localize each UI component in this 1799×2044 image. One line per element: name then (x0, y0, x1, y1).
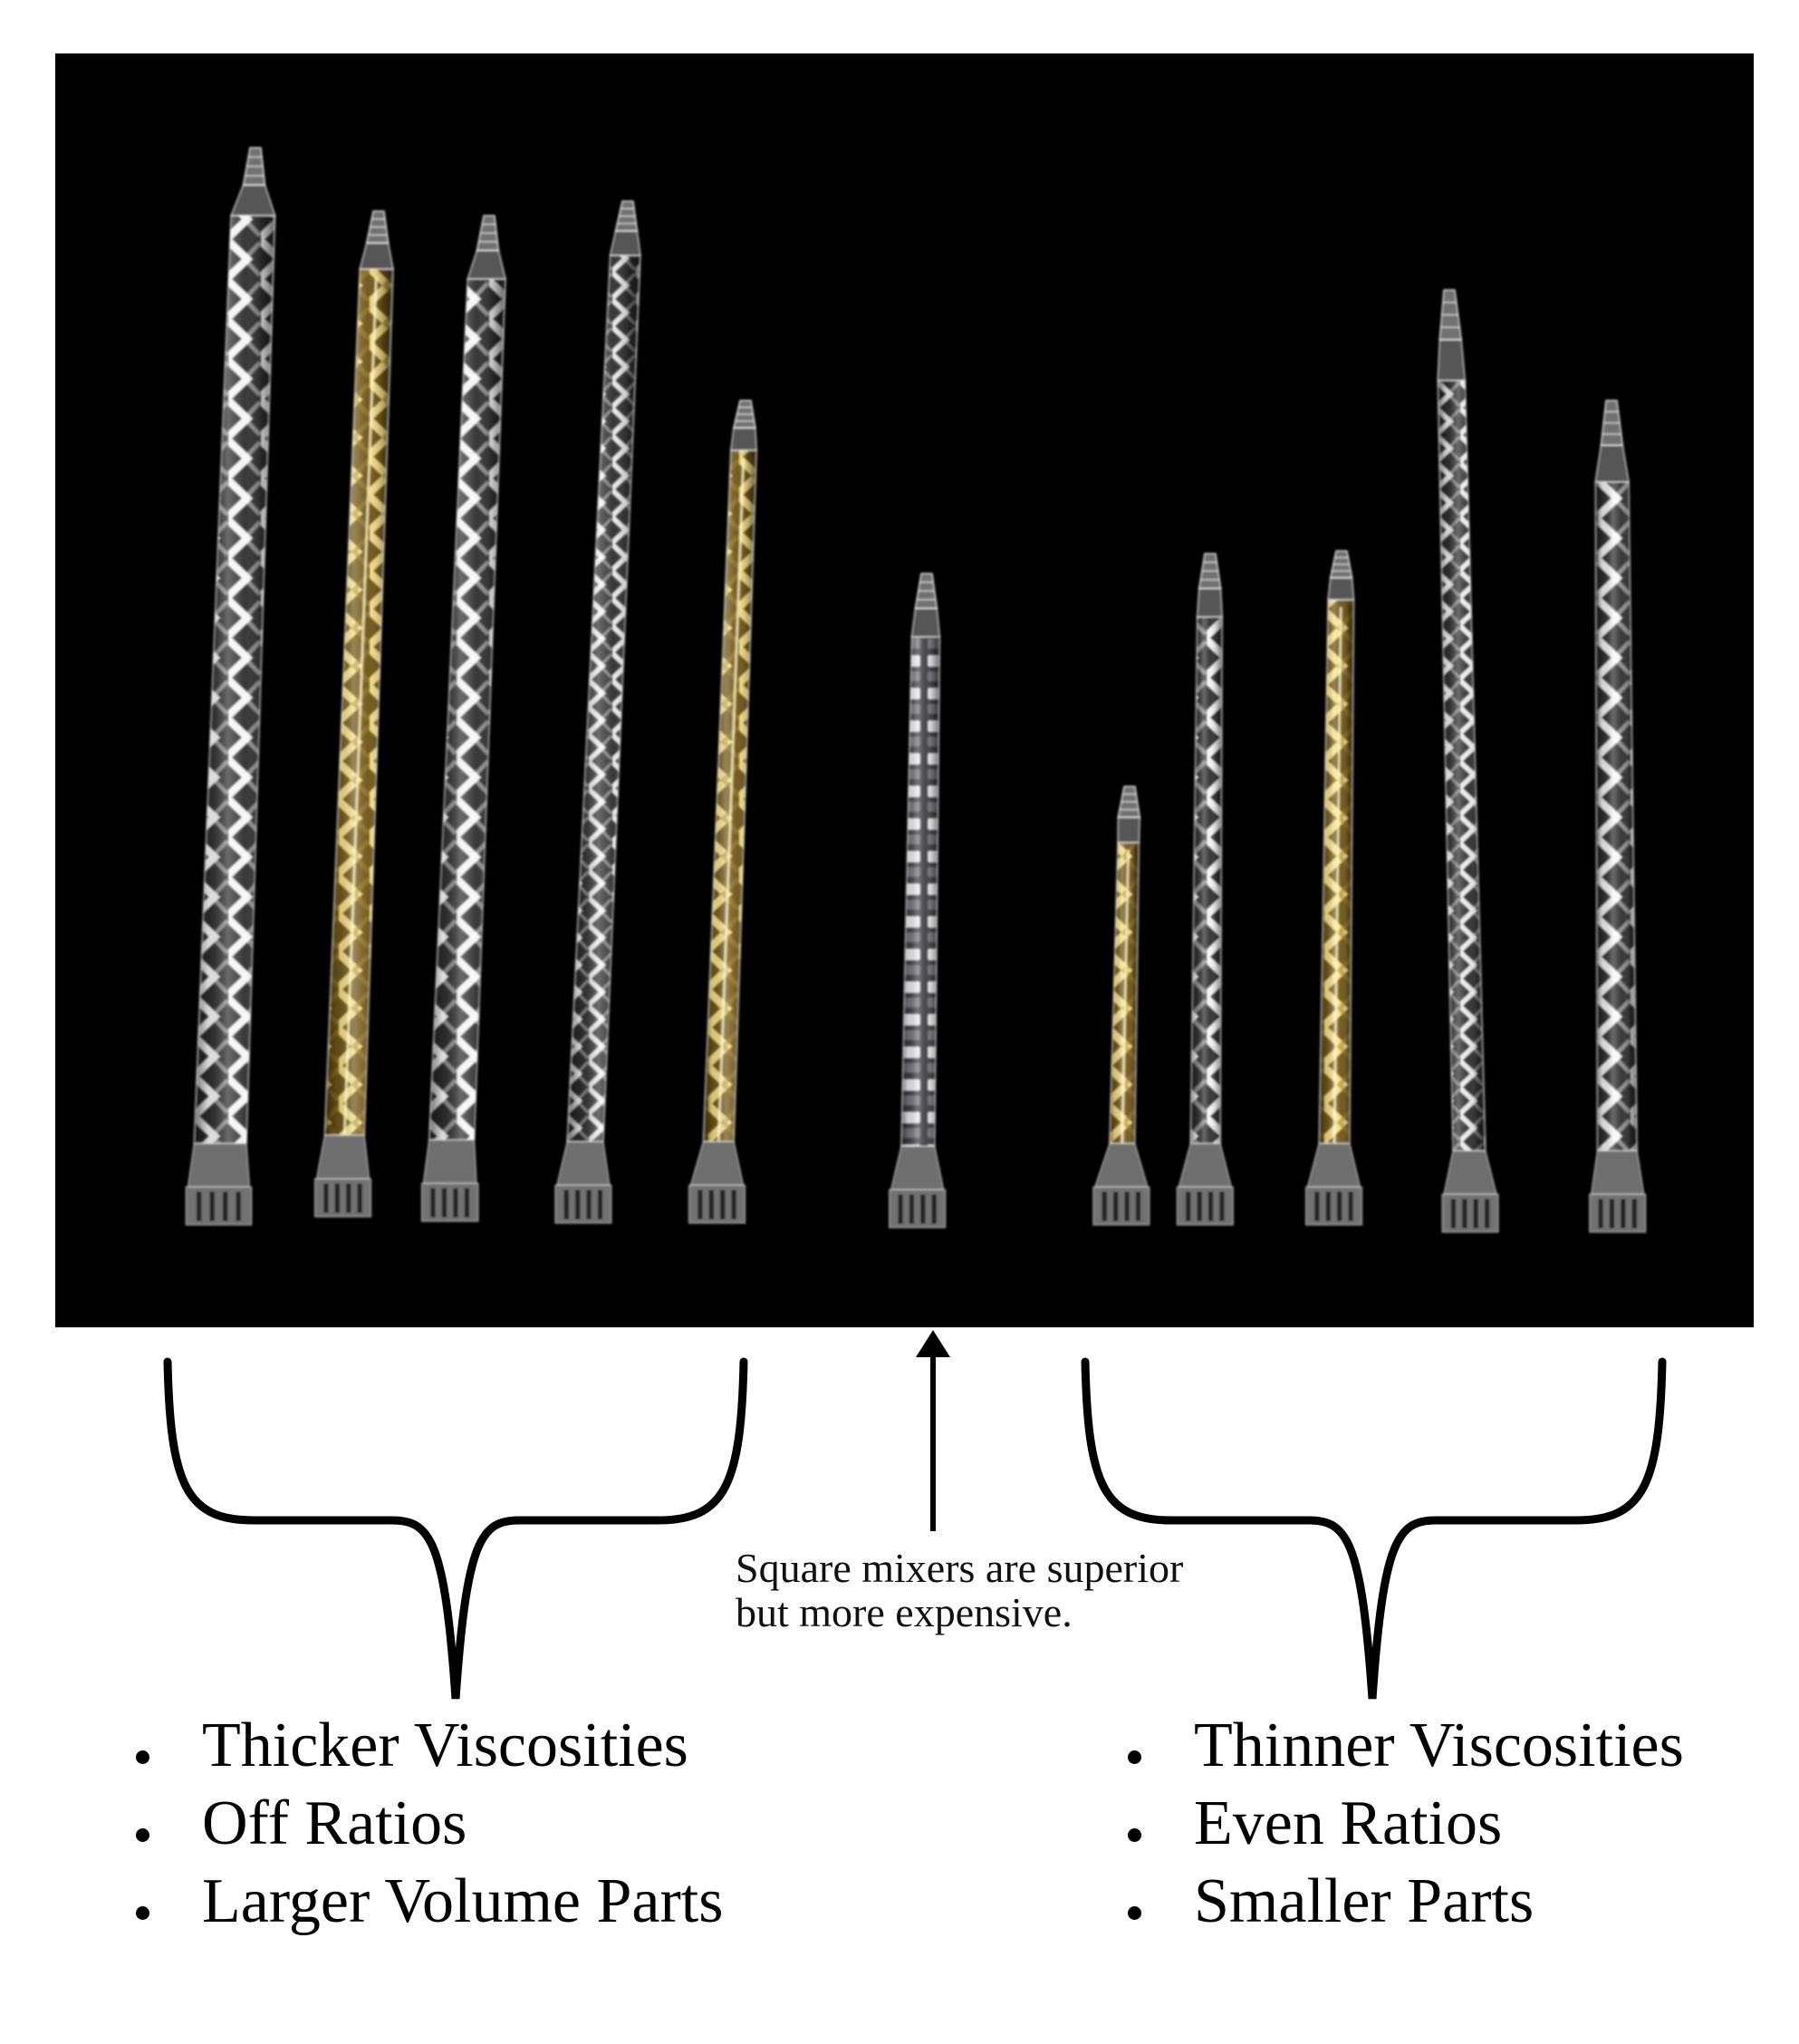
bullet-dot-icon (136, 1750, 149, 1764)
annotation-layer (168, 1330, 1662, 1699)
bullet-item-label: Thicker Viscosities (202, 1711, 688, 1780)
bullet-item-label: Even Ratios (1194, 1788, 1503, 1858)
brace-right (1085, 1362, 1662, 1699)
bullet-item (1128, 1863, 1684, 1941)
bullet-list-left (136, 1707, 723, 1941)
bullet-item (136, 1863, 723, 1941)
bullet-dot-icon (1128, 1828, 1141, 1842)
bullet-item-label: Thinner Viscosities (1194, 1711, 1684, 1780)
up-arrow-head-icon (916, 1330, 950, 1357)
bullet-item-label: Smaller Parts (1194, 1866, 1534, 1936)
bullet-dot-icon (136, 1906, 149, 1920)
bullet-dot-icon (136, 1828, 149, 1842)
bullet-list-right (1128, 1707, 1684, 1941)
bullet-item (136, 1707, 723, 1785)
brace-left (168, 1362, 744, 1699)
bullet-dot-icon (1128, 1906, 1141, 1920)
bullet-item-label: Larger Volume Parts (202, 1866, 724, 1936)
note-line-2: but more expensive. (736, 1589, 1073, 1635)
square-mixer-note (736, 1546, 1183, 1634)
bullet-dot-icon (1128, 1750, 1141, 1764)
bullet-item (1128, 1707, 1684, 1785)
bullet-item-label: Off Ratios (202, 1788, 467, 1858)
bullet-item (136, 1785, 723, 1863)
note-line-1: Square mixers are superior (736, 1545, 1184, 1591)
bullet-item (1128, 1785, 1684, 1863)
